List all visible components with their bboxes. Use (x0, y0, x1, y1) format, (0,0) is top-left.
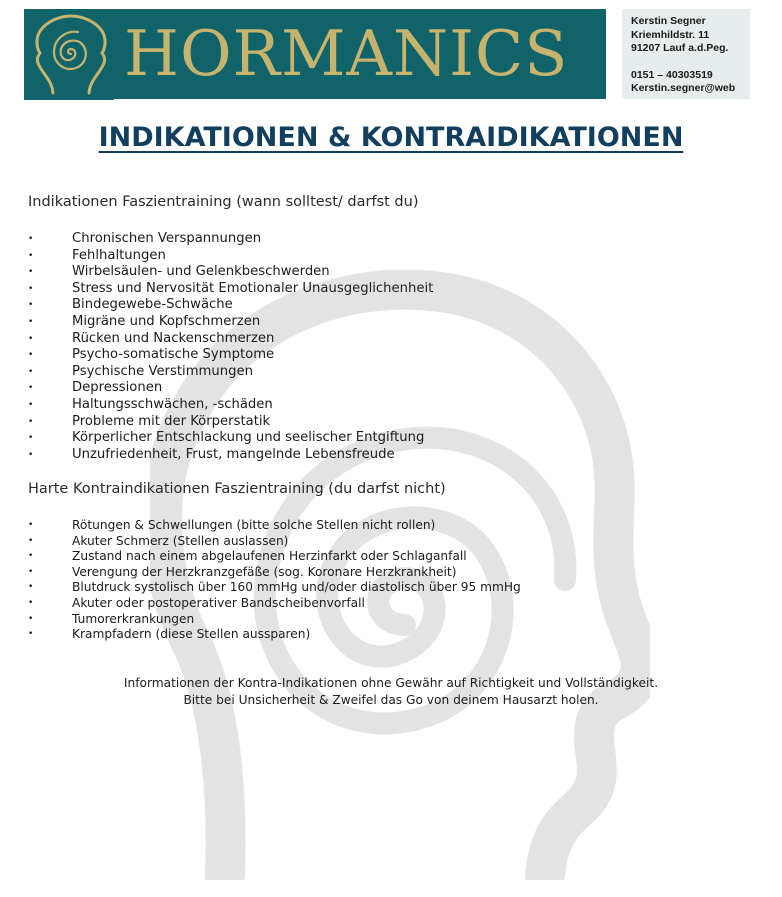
indications-section (28, 193, 433, 463)
list-item: • Unzufriedenheit, Frust, mangelnde Lebensfreude (28, 447, 433, 464)
page-title: INDIKATIONEN & KONTRAIDIKATIONEN (98, 122, 684, 153)
list-item: • Stress und Nervosität Emotionaler Unausgeglichenheit (28, 281, 433, 298)
contact-name: Kerstin Segner (631, 15, 706, 27)
contact-street: Kriemhildstr. 11 (631, 28, 710, 41)
list-item: • Probleme mit der Körperstatik (28, 414, 433, 431)
list-item: • Rötungen & Schwellungen (bitte solche Stellen nicht rollen) (28, 518, 521, 534)
list-item: • Bindegewebe-Schwäche (28, 297, 433, 314)
list-item: • Fehlhaltungen (28, 248, 433, 265)
list-item: • Depressionen (28, 380, 433, 397)
disclaimer (0, 675, 782, 708)
contraindications-list (28, 518, 521, 643)
list-item: • Haltungsschwächen, -schäden (28, 397, 433, 414)
contact-city: 91207 Lauf a.d.Peg. (631, 42, 729, 54)
list-item: • Chronischen Verspannungen (28, 231, 433, 248)
list-item: • Krampfadern (diese Stellen aussparen) (28, 627, 521, 643)
contraindications-section (28, 480, 521, 643)
header-banner (24, 9, 606, 99)
list-item: • Wirbelsäulen- und Gelenkbeschwerden (28, 264, 433, 281)
disclaimer-line-2: Bitte bei Unsicherheit & Zweifel das Go von deinem Hausarzt holen. (183, 692, 599, 707)
header-underline (24, 98, 114, 100)
list-item: • Akuter Schmerz (Stellen auslassen) (28, 534, 521, 550)
indications-heading: Indikationen Faszientraining (wann solltest/ darfst du) (28, 194, 419, 210)
list-item: • Psychische Verstimmungen (28, 364, 433, 381)
list-item: • Rücken und Nackenschmerzen (28, 331, 433, 348)
brand-name: HORMANICS (124, 17, 569, 90)
list-item: • Körperlicher Entschlackung und seelischer Entgiftung (28, 430, 433, 447)
list-item: • Blutdruck systolisch über 160 mmHg und/oder diastolisch über 95 mmHg (28, 580, 521, 596)
list-item: • Akuter oder postoperativer Bandscheibenvorfall (28, 596, 521, 612)
indications-list (28, 231, 433, 463)
contact-email: Kerstin.segner@web (631, 82, 736, 94)
contact-spacer (631, 56, 750, 69)
list-item: • Tumorerkrankungen (28, 612, 521, 628)
list-item: • Migräne und Kopfschmerzen (28, 314, 433, 331)
contact-phone: 0151 – 40303519 (631, 68, 713, 81)
contact-block (622, 9, 750, 99)
list-item: • Zustand nach einem abgelaufenen Herzinfarkt oder Schlaganfall (28, 549, 521, 565)
list-item: • Psycho-somatische Symptome (28, 347, 433, 364)
twin-head-spiral-logo-icon (30, 13, 112, 95)
disclaimer-line-1: Informationen der Kontra-Indikationen ohne Gewähr auf Richtigkeit und Vollständigkeit. (123, 676, 659, 690)
contraindications-heading: Harte Kontraindikationen Faszientraining (du darfst nicht) (28, 481, 446, 497)
list-item: • Verengung der Herzkranzgefäße (sog. Koronare Herzkrankheit) (28, 565, 521, 581)
